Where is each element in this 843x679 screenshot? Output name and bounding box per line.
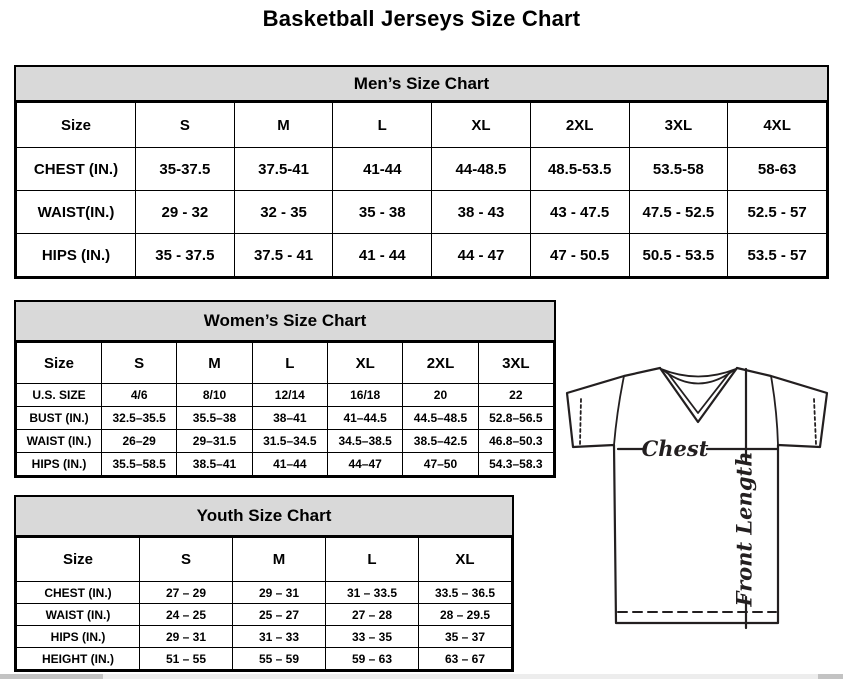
men-col-header-size: Size — [17, 103, 136, 148]
chest-label: Chest — [641, 436, 709, 461]
youth-cell-hips-in-s: 29 – 31 — [140, 626, 233, 648]
men-cell-chest-in-3xl: 53.5-58 — [629, 148, 728, 191]
men-row-label-waist-in: WAIST(IN.) — [17, 191, 136, 234]
jersey-measurement-diagram — [556, 360, 843, 665]
women-cell-bust-in-xl: 41–44.5 — [327, 407, 402, 430]
jersey-right-cuff-dash-icon — [814, 399, 816, 444]
women-col-header-xl: XL — [327, 343, 402, 384]
youth-row-label-hips-in: HIPS (IN.) — [17, 626, 140, 648]
womens-size-chart — [14, 300, 556, 478]
men-row-waist-in — [17, 191, 827, 234]
women-cell-bust-in-l: 38–41 — [252, 407, 327, 430]
women-row-label-u-s-size: U.S. SIZE — [17, 384, 102, 407]
women-row-label-bust-in: BUST (IN.) — [17, 407, 102, 430]
youth-col-header-l: L — [326, 538, 419, 582]
men-cell-chest-in-l: 41-44 — [333, 148, 432, 191]
men-col-header-m: M — [234, 103, 333, 148]
women-cell-waist-in-2xl: 38.5–42.5 — [403, 430, 478, 453]
men-cell-waist-in-xl: 38 - 43 — [432, 191, 531, 234]
youth-cell-chest-in-s: 27 – 29 — [140, 582, 233, 604]
youth-cell-chest-in-xl: 33.5 – 36.5 — [419, 582, 512, 604]
men-cell-waist-in-4xl: 52.5 - 57 — [728, 191, 827, 234]
youth-cell-waist-in-l: 27 – 28 — [326, 604, 419, 626]
youth-cell-height-in-l: 59 – 63 — [326, 648, 419, 670]
youth-row-label-chest-in: CHEST (IN.) — [17, 582, 140, 604]
women-cell-u-s-size-l: 12/14 — [252, 384, 327, 407]
jersey-outline-icon — [567, 368, 827, 623]
women-col-header-s: S — [102, 343, 177, 384]
youth-col-header-m: M — [233, 538, 326, 582]
men-cell-chest-in-2xl: 48.5-53.5 — [530, 148, 629, 191]
jersey-left-cuff-dash-icon — [580, 399, 581, 444]
women-row-waist-in — [17, 430, 554, 453]
women-cell-u-s-size-m: 8/10 — [177, 384, 252, 407]
youth-row-hips-in — [17, 626, 512, 648]
men-cell-hips-in-4xl: 53.5 - 57 — [728, 234, 827, 277]
women-cell-u-s-size-xl: 16/18 — [327, 384, 402, 407]
youth-cell-chest-in-l: 31 – 33.5 — [326, 582, 419, 604]
women-cell-bust-in-3xl: 52.8–56.5 — [478, 407, 553, 430]
women-cell-bust-in-m: 35.5–38 — [177, 407, 252, 430]
women-row-u-s-size — [17, 384, 554, 407]
youth-cell-height-in-m: 55 – 59 — [233, 648, 326, 670]
men-cell-hips-in-s: 35 - 37.5 — [136, 234, 235, 277]
men-col-header-xl: XL — [432, 103, 531, 148]
men-row-chest-in — [17, 148, 827, 191]
youth-table — [16, 537, 512, 670]
women-cell-hips-in-s: 35.5–58.5 — [102, 453, 177, 476]
women-col-header-m: M — [177, 343, 252, 384]
women-row-label-waist-in: WAIST (IN.) — [17, 430, 102, 453]
men-cell-chest-in-4xl: 58-63 — [728, 148, 827, 191]
women-cell-u-s-size-2xl: 20 — [403, 384, 478, 407]
women-col-header-3xl: 3XL — [478, 343, 553, 384]
youth-cell-waist-in-s: 24 – 25 — [140, 604, 233, 626]
women-cell-u-s-size-s: 4/6 — [102, 384, 177, 407]
men-cell-chest-in-m: 37.5-41 — [234, 148, 333, 191]
women-cell-waist-in-l: 31.5–34.5 — [252, 430, 327, 453]
women-cell-hips-in-3xl: 54.3–58.3 — [478, 453, 553, 476]
mens-size-chart — [14, 65, 829, 279]
men-cell-waist-in-2xl: 43 - 47.5 — [530, 191, 629, 234]
women-cell-waist-in-m: 29–31.5 — [177, 430, 252, 453]
youth-chart-title: Youth Size Chart — [16, 497, 512, 537]
women-cell-hips-in-l: 41–44 — [252, 453, 327, 476]
women-cell-waist-in-3xl: 46.8–50.3 — [478, 430, 553, 453]
women-row-hips-in — [17, 453, 554, 476]
men-cell-hips-in-3xl: 50.5 - 53.5 — [629, 234, 728, 277]
men-row-hips-in — [17, 234, 827, 277]
men-col-header-l: L — [333, 103, 432, 148]
men-col-header-3xl: 3XL — [629, 103, 728, 148]
youth-col-header-xl: XL — [419, 538, 512, 582]
men-col-header-2xl: 2XL — [530, 103, 629, 148]
youth-row-label-waist-in: WAIST (IN.) — [17, 604, 140, 626]
women-row-bust-in — [17, 407, 554, 430]
youth-size-chart — [14, 495, 514, 672]
men-cell-hips-in-l: 41 - 44 — [333, 234, 432, 277]
front-length-label: Front Length — [731, 451, 757, 607]
youth-col-header-s: S — [140, 538, 233, 582]
youth-row-label-height-in: HEIGHT (IN.) — [17, 648, 140, 670]
women-col-header-size: Size — [17, 343, 102, 384]
youth-cell-hips-in-m: 31 – 33 — [233, 626, 326, 648]
youth-col-header-size: Size — [17, 538, 140, 582]
youth-row-height-in — [17, 648, 512, 670]
men-col-header-4xl: 4XL — [728, 103, 827, 148]
men-cell-chest-in-s: 35-37.5 — [136, 148, 235, 191]
youth-cell-hips-in-l: 33 – 35 — [326, 626, 419, 648]
women-cell-hips-in-xl: 44–47 — [327, 453, 402, 476]
women-row-label-hips-in: HIPS (IN.) — [17, 453, 102, 476]
women-cell-u-s-size-3xl: 22 — [478, 384, 553, 407]
women-cell-bust-in-s: 32.5–35.5 — [102, 407, 177, 430]
men-row-label-hips-in: HIPS (IN.) — [17, 234, 136, 277]
women-cell-bust-in-2xl: 44.5–48.5 — [403, 407, 478, 430]
men-cell-waist-in-l: 35 - 38 — [333, 191, 432, 234]
horizontal-scrollbar-track[interactable] — [0, 674, 843, 679]
women-header-row — [17, 343, 554, 384]
horizontal-scrollbar-thumb[interactable] — [0, 674, 103, 679]
men-cell-hips-in-2xl: 47 - 50.5 — [530, 234, 629, 277]
women-cell-waist-in-s: 26–29 — [102, 430, 177, 453]
jersey-right-seam-icon — [771, 376, 778, 445]
men-col-header-s: S — [136, 103, 235, 148]
men-cell-waist-in-3xl: 47.5 - 52.5 — [629, 191, 728, 234]
scrollbar-right-button[interactable] — [818, 674, 843, 679]
youth-cell-waist-in-m: 25 – 27 — [233, 604, 326, 626]
youth-header-row — [17, 538, 512, 582]
men-cell-chest-in-xl: 44-48.5 — [432, 148, 531, 191]
women-cell-waist-in-xl: 34.5–38.5 — [327, 430, 402, 453]
womens-table — [16, 342, 554, 476]
mens-chart-title: Men’s Size Chart — [16, 67, 827, 102]
page-title: Basketball Jerseys Size Chart — [262, 6, 581, 31]
youth-row-waist-in — [17, 604, 512, 626]
men-cell-hips-in-xl: 44 - 47 — [432, 234, 531, 277]
men-cell-hips-in-m: 37.5 - 41 — [234, 234, 333, 277]
men-cell-waist-in-m: 32 - 35 — [234, 191, 333, 234]
youth-row-chest-in — [17, 582, 512, 604]
youth-cell-hips-in-xl: 35 – 37 — [419, 626, 512, 648]
youth-cell-chest-in-m: 29 – 31 — [233, 582, 326, 604]
womens-chart-title: Women’s Size Chart — [16, 302, 554, 342]
mens-table — [16, 102, 827, 277]
youth-cell-height-in-s: 51 – 55 — [140, 648, 233, 670]
women-cell-hips-in-2xl: 47–50 — [403, 453, 478, 476]
women-cell-hips-in-m: 38.5–41 — [177, 453, 252, 476]
men-header-row — [17, 103, 827, 148]
women-col-header-2xl: 2XL — [403, 343, 478, 384]
jersey-left-seam-icon — [614, 376, 624, 445]
women-col-header-l: L — [252, 343, 327, 384]
men-row-label-chest-in: CHEST (IN.) — [17, 148, 136, 191]
men-cell-waist-in-s: 29 - 32 — [136, 191, 235, 234]
youth-cell-waist-in-xl: 28 – 29.5 — [419, 604, 512, 626]
youth-cell-height-in-xl: 63 – 67 — [419, 648, 512, 670]
